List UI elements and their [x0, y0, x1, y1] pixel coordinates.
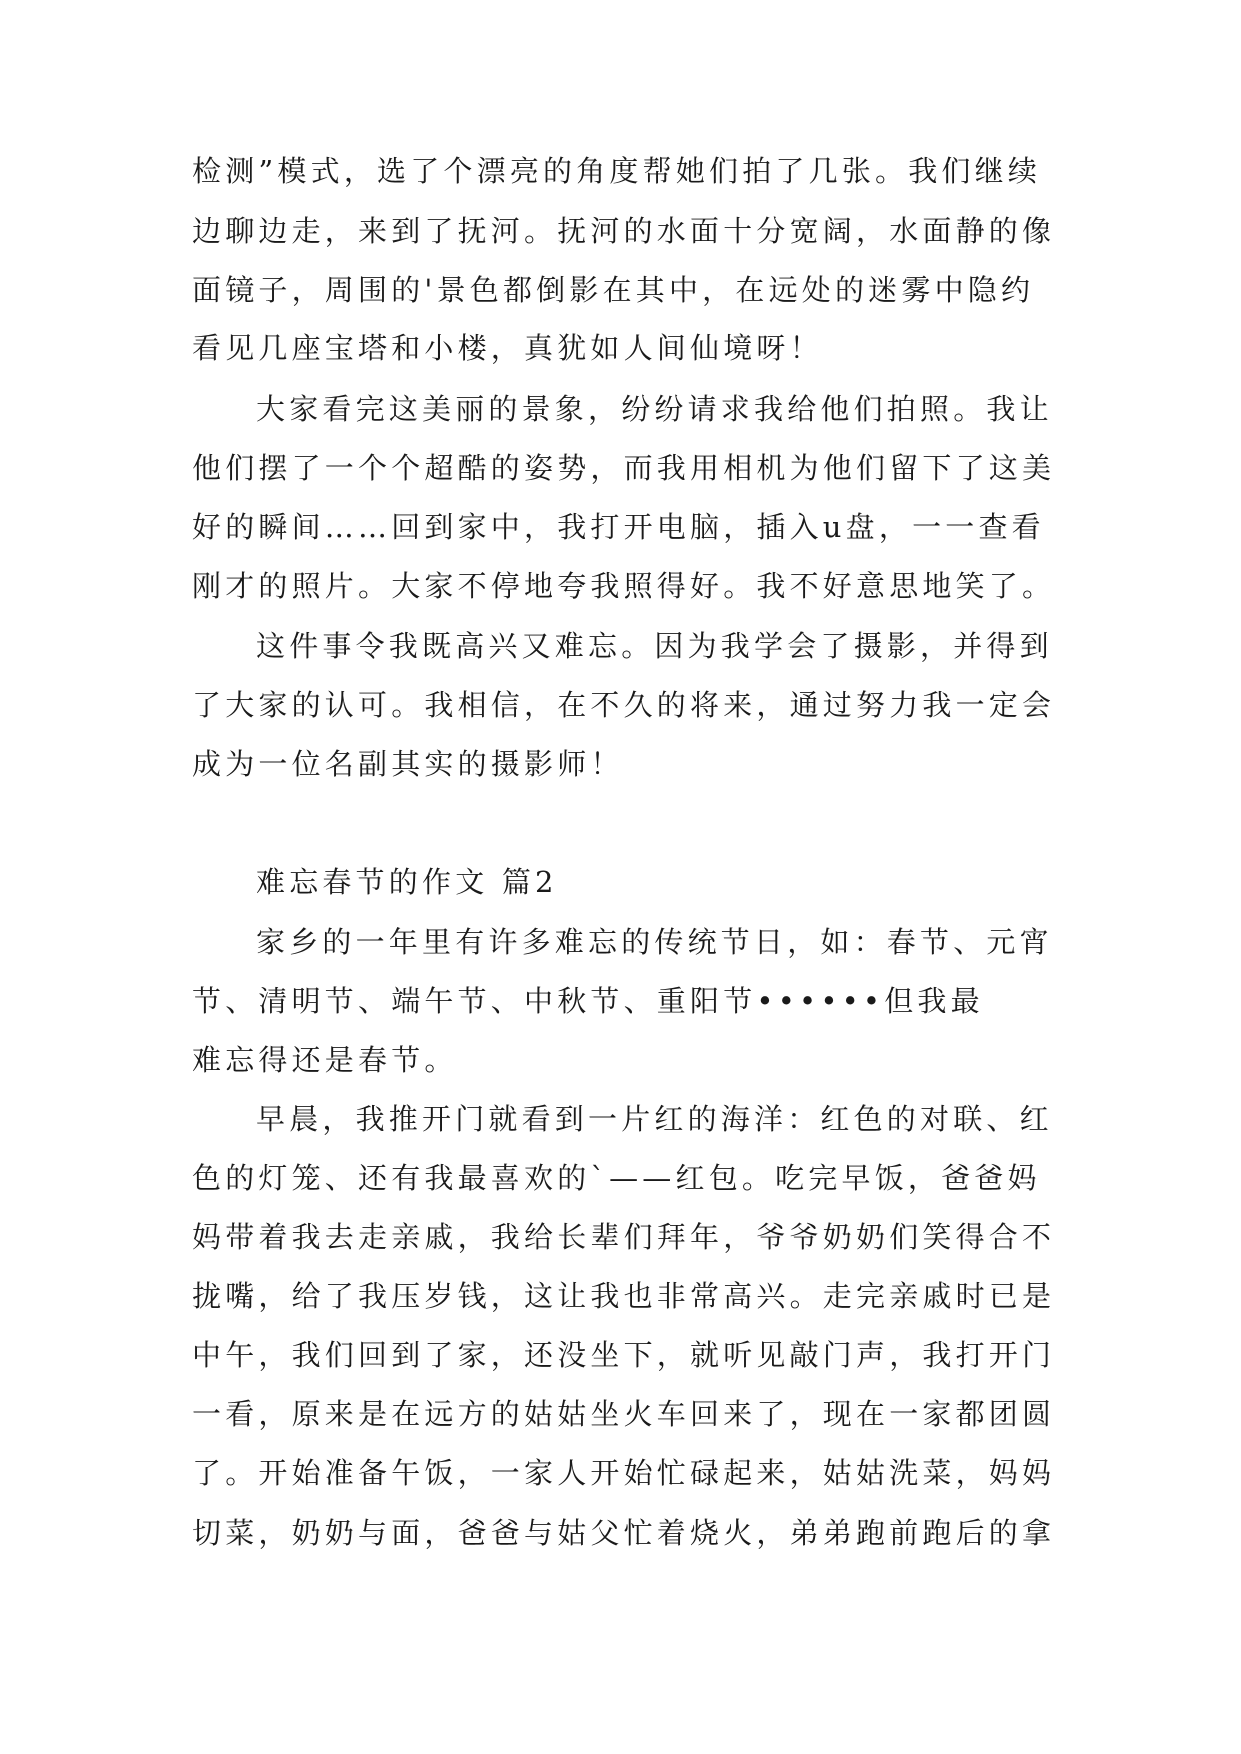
paragraph-line: 难忘得还是春节。 — [192, 1043, 458, 1077]
paragraph-line: 了大家的认可。我相信，在不久的将来，通过努力我一定会 — [192, 688, 1056, 722]
paragraph-line: 成为一位名副其实的摄影师！ — [192, 747, 624, 781]
paragraph-line: 拢嘴，给了我压岁钱，这让我也非常高兴。走完亲戚时已是 — [192, 1279, 1056, 1313]
paragraph-line: 节、清明节、端午节、中秋节、重阳节••••••但我最 — [192, 984, 984, 1018]
section-heading: 难忘春节的作文 篇2 — [256, 865, 558, 899]
paragraph-line: 检测”模式，选了个漂亮的角度帮她们拍了几张。我们继续 — [192, 154, 1042, 188]
paragraph-line: 了。开始准备午饭，一家人开始忙碌起来，姑姑洗菜，妈妈 — [192, 1456, 1056, 1490]
paragraph-line: 刚才的照片。大家不停地夸我照得好。我不好意思地笑了。 — [192, 569, 1056, 603]
paragraph-line: 边聊边走，来到了抚河。抚河的水面十分宽阔，水面静的像 — [192, 214, 1056, 248]
paragraph-line: 这件事令我既高兴又难忘。因为我学会了摄影，并得到 — [256, 629, 1053, 663]
paragraph-line: 切菜，奶奶与面，爸爸与姑父忙着烧火，弟弟跑前跑后的拿 — [192, 1516, 1056, 1550]
paragraph-line: 一看，原来是在远方的姑姑坐火车回来了，现在一家都团圆 — [192, 1397, 1056, 1431]
paragraph-line: 大家看完这美丽的景象，纷纷请求我给他们拍照。我让 — [256, 392, 1053, 426]
paragraph-line: 早晨，我推开门就看到一片红的海洋：红色的对联、红 — [256, 1102, 1053, 1136]
paragraph-line: 面镜子，周围的'景色都倒影在其中，在远处的迷雾中隐约 — [192, 273, 1035, 307]
paragraph-line: 家乡的一年里有许多难忘的传统节日，如：春节、元宵 — [256, 925, 1053, 959]
paragraph-line: 妈带着我去走亲戚，我给长辈们拜年，爷爷奶奶们笑得合不 — [192, 1220, 1056, 1254]
paragraph-line: 他们摆了一个个超酷的姿势，而我用相机为他们留下了这美 — [192, 451, 1056, 485]
paragraph-line: 好的瞬间……回到家中，我打开电脑，插入u盘，一一查看 — [192, 510, 1045, 544]
paragraph-line: 中午，我们回到了家，还没坐下，就听见敲门声，我打开门 — [192, 1338, 1056, 1372]
paragraph-line: 色的灯笼、还有我最喜欢的`——红包。吃完早饭，爸爸妈 — [192, 1161, 1041, 1195]
paragraph-line: 看见几座宝塔和小楼，真犹如人间仙境呀！ — [192, 331, 823, 365]
